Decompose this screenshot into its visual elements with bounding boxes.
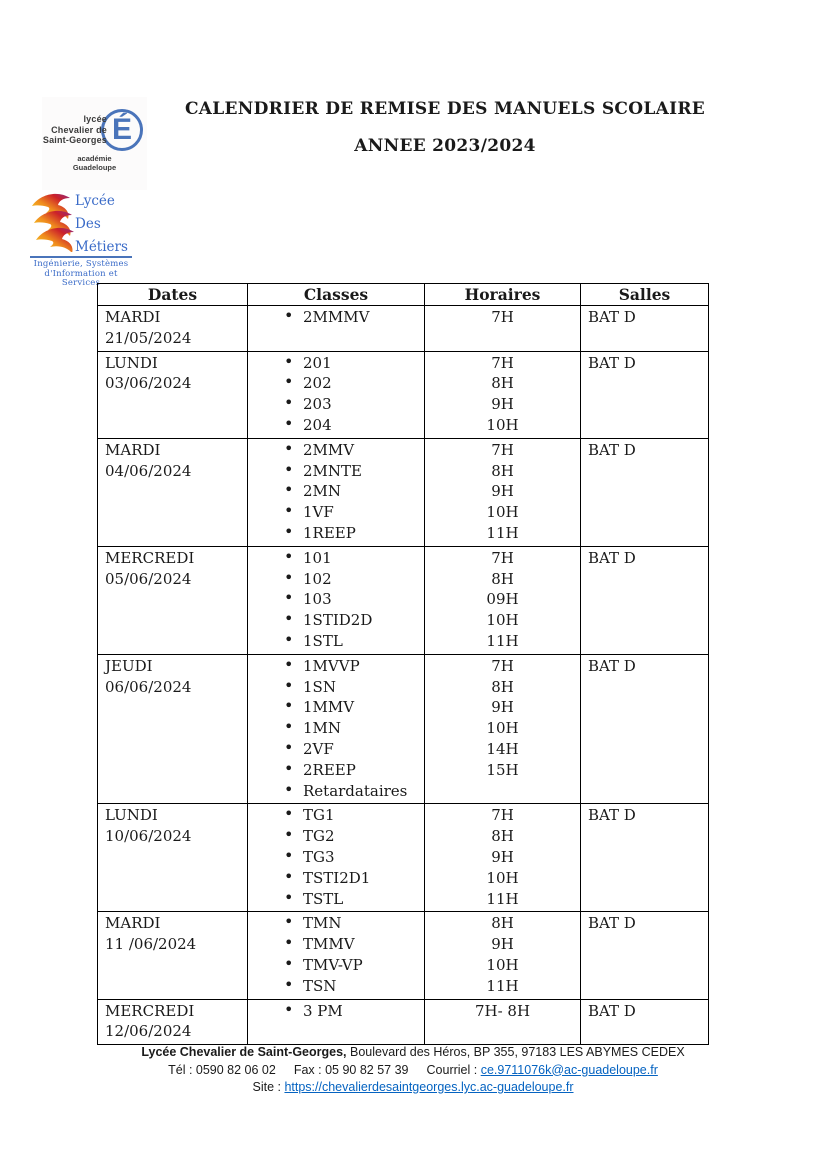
salle-cell (581, 351, 709, 438)
date-value: 12/06/2024 (105, 1022, 192, 1041)
classes-cell (248, 438, 425, 546)
horaire-item: 7H (491, 806, 514, 825)
horaire-item: 10H (486, 611, 519, 630)
classes-cell (248, 546, 425, 654)
class-item: • 2VF (248, 739, 424, 760)
classes-list (248, 913, 424, 996)
date-day: MERCREDI (105, 1001, 195, 1020)
date-cell (98, 546, 248, 654)
salle-cell (581, 912, 709, 999)
class-item: • 2REEP (248, 760, 424, 781)
horaire-item: 09H (486, 590, 519, 609)
footer (0, 1044, 826, 1097)
class-item: • TG1 (248, 805, 424, 826)
class-item: • 3 PM (248, 1001, 424, 1022)
calendar-table (97, 283, 709, 1045)
class-item: • TG2 (248, 826, 424, 847)
header-salles: Salles (581, 284, 709, 306)
class-item: • 202 (248, 373, 424, 394)
footer-tel: Tél : 0590 82 06 02 (168, 1062, 276, 1077)
date-value: 06/06/2024 (105, 677, 192, 696)
footer-contact-line (0, 1062, 826, 1080)
class-item: • TSTL (248, 889, 424, 910)
calendar-table-body (98, 306, 709, 1045)
table-row (98, 804, 709, 912)
salle-cell (581, 438, 709, 546)
date-cell (98, 654, 248, 804)
date-value: 21/05/2024 (105, 328, 192, 347)
horaires-cell (425, 654, 581, 804)
date-value: 04/06/2024 (105, 461, 192, 480)
horaires-list (425, 1001, 580, 1022)
horaire-item: 15H (486, 760, 519, 779)
horaires-list (425, 548, 580, 652)
date-cell (98, 306, 248, 352)
academie-caption-line2: Guadeloupe (72, 162, 117, 172)
class-item: • 1MN (248, 718, 424, 739)
footer-fax: Fax : 05 90 82 57 39 (293, 1062, 409, 1077)
class-item: • 1VF (248, 502, 424, 523)
salle-cell (581, 804, 709, 912)
classes-list (248, 440, 424, 544)
class-item: • 102 (248, 569, 424, 590)
class-item: • 1REEP (248, 523, 424, 544)
date-value: 10/06/2024 (105, 827, 192, 846)
metiers-wordmark (75, 190, 128, 259)
horaire-item: 8H (491, 461, 514, 480)
footer-address-line (0, 1044, 826, 1062)
salle-cell (581, 306, 709, 352)
horaire-item: 7H (491, 353, 514, 372)
salle-value: BAT D (588, 1001, 636, 1020)
salle-value: BAT D (588, 308, 636, 326)
horaire-item: 7H (491, 440, 514, 459)
header-dates: Dates (98, 284, 248, 306)
horaire-item: 14H (486, 739, 519, 758)
academie-logo-top (42, 109, 147, 151)
salle-cell (581, 654, 709, 804)
class-item: • 1MVVP (248, 656, 424, 677)
date-day: MARDI (105, 914, 161, 933)
date-cell (98, 912, 248, 999)
classes-cell (248, 999, 425, 1045)
table-row (98, 351, 709, 438)
footer-email-link[interactable]: ce.9711076k@ac-guadeloupe.fr (480, 1062, 658, 1077)
classes-cell (248, 306, 425, 352)
horaires-cell (425, 804, 581, 912)
date-value: 11 /06/2024 (105, 935, 197, 954)
horaire-item: 10H (486, 415, 519, 434)
horaire-item: 7H (491, 656, 514, 675)
horaire-item: 10H (486, 503, 519, 522)
academie-name-line2: Chevalier de (51, 124, 107, 135)
class-item: • 1SN (248, 677, 424, 698)
horaire-item: 11H (486, 523, 519, 542)
footer-site-line (0, 1079, 826, 1097)
date-day: LUNDI (105, 806, 158, 825)
horaire-item: 8H (491, 914, 514, 933)
metiers-word3: Métiers (75, 239, 128, 255)
horaires-list (425, 307, 580, 328)
class-item: • Retardataires (248, 781, 424, 802)
horaires-cell (425, 999, 581, 1045)
horaires-cell (425, 546, 581, 654)
horaire-item: 7H (491, 548, 514, 567)
horaire-item: 10H (486, 868, 519, 887)
footer-school-name: Lycée Chevalier de Saint-Georges, (141, 1045, 347, 1059)
date-day: JEUDI (105, 656, 153, 675)
academie-e-icon: É (101, 109, 143, 151)
class-item: • 1MMV (248, 697, 424, 718)
horaires-cell (425, 438, 581, 546)
table-row (98, 546, 709, 654)
horaire-item: 9H (491, 698, 514, 717)
class-item: • 1STL (248, 631, 424, 652)
horaire-item: 10H (486, 955, 519, 974)
classes-cell (248, 912, 425, 999)
academie-name-line3: Saint-Georges (42, 135, 107, 146)
metiers-word1: Lycée (75, 193, 115, 209)
table-row (98, 306, 709, 352)
date-day: MERCREDI (105, 548, 195, 567)
class-item: • 2MN (248, 481, 424, 502)
salle-value: BAT D (588, 440, 636, 459)
metiers-caption-line1: Ingénierie, Systèmes (33, 259, 129, 269)
table-row (98, 999, 709, 1045)
class-item: • TG3 (248, 847, 424, 868)
horaire-item: 9H (491, 395, 514, 414)
classes-list (248, 656, 424, 802)
salle-cell (581, 999, 709, 1045)
date-day: MARDI (105, 440, 161, 459)
horaire-item: 11H (486, 631, 519, 650)
horaires-cell (425, 306, 581, 352)
horaire-item: 7H- 8H (474, 1001, 531, 1020)
header-horaires: Horaires (425, 284, 581, 306)
date-cell (98, 438, 248, 546)
salle-value: BAT D (588, 353, 636, 372)
table-row (98, 654, 709, 804)
class-item: • 2MMMV (248, 307, 424, 328)
academie-caption-line1: académie (77, 154, 112, 163)
classes-list (248, 1001, 424, 1022)
document-title: CALENDRIER DE REMISE DES MANUELS SCOLAIRE (184, 99, 706, 119)
header-classes: Classes (248, 284, 425, 306)
footer-site-link[interactable]: https://chevalierdesaintgeorges.lyc.ac-guadeloupe.fr (284, 1080, 574, 1094)
class-item: • 1STID2D (248, 610, 424, 631)
horaire-item: 8H (491, 677, 514, 696)
date-cell (98, 999, 248, 1045)
classes-list (248, 307, 424, 328)
salle-value: BAT D (588, 806, 636, 825)
classes-cell (248, 654, 425, 804)
class-item: • TMV-VP (248, 955, 424, 976)
horaire-item: 11H (486, 976, 519, 995)
class-item: • 2MNTE (248, 461, 424, 482)
footer-address: Boulevard des Héros, BP 355, 97183 LES ABYMES CEDEX (346, 1045, 685, 1059)
classes-cell (248, 351, 425, 438)
document-subtitle-year: ANNEE 2023/2024 (354, 136, 536, 156)
lycee-des-metiers-logo (30, 190, 132, 289)
horaires-list (425, 805, 580, 909)
academie-guadeloupe-logo (42, 97, 147, 190)
salle-value: BAT D (588, 914, 636, 933)
metiers-word2: Des (75, 216, 101, 232)
horaire-item: 9H (491, 482, 514, 501)
horaire-item: 8H (491, 374, 514, 393)
metiers-caption-line2: d'Information et Services (44, 268, 118, 288)
date-cell (98, 351, 248, 438)
academie-caption (42, 155, 147, 172)
horaires-list (425, 353, 580, 436)
horaire-item: 9H (491, 847, 514, 866)
salle-cell (581, 546, 709, 654)
footer-courriel-label: Courriel : (426, 1062, 481, 1077)
horaire-item: 10H (486, 719, 519, 738)
classes-list (248, 805, 424, 909)
class-item: • 101 (248, 548, 424, 569)
class-item: • 203 (248, 394, 424, 415)
classes-cell (248, 804, 425, 912)
horaire-item: 11H (486, 889, 519, 908)
date-day: MARDI (105, 308, 161, 326)
horaires-list (425, 913, 580, 996)
class-item: • 204 (248, 415, 424, 436)
horaires-list (425, 656, 580, 781)
date-cell (98, 804, 248, 912)
class-item: • 2MMV (248, 440, 424, 461)
class-item: • TSN (248, 976, 424, 997)
class-item: • TSTI2D1 (248, 868, 424, 889)
classes-list (248, 353, 424, 436)
table-row (98, 438, 709, 546)
date-value: 05/06/2024 (105, 569, 192, 588)
horaire-item: 8H (491, 569, 514, 588)
salle-value: BAT D (588, 548, 636, 567)
class-item: • 201 (248, 353, 424, 374)
horaires-list (425, 440, 580, 544)
academie-name-line1: lycée (83, 114, 107, 125)
class-item: • TMN (248, 913, 424, 934)
date-day: LUNDI (105, 353, 158, 372)
footer-site-label: Site : (252, 1080, 285, 1094)
salle-value: BAT D (588, 656, 636, 675)
date-value: 03/06/2024 (105, 374, 192, 393)
horaire-item: 7H (491, 308, 514, 326)
class-item: • TMMV (248, 934, 424, 955)
academie-school-name (43, 114, 107, 146)
horaire-item: 8H (491, 827, 514, 846)
horaires-cell (425, 351, 581, 438)
classes-list (248, 548, 424, 652)
horaire-item: 9H (491, 935, 514, 954)
horaires-cell (425, 912, 581, 999)
table-row (98, 912, 709, 999)
table-header-row (98, 284, 709, 306)
class-item: • 103 (248, 589, 424, 610)
